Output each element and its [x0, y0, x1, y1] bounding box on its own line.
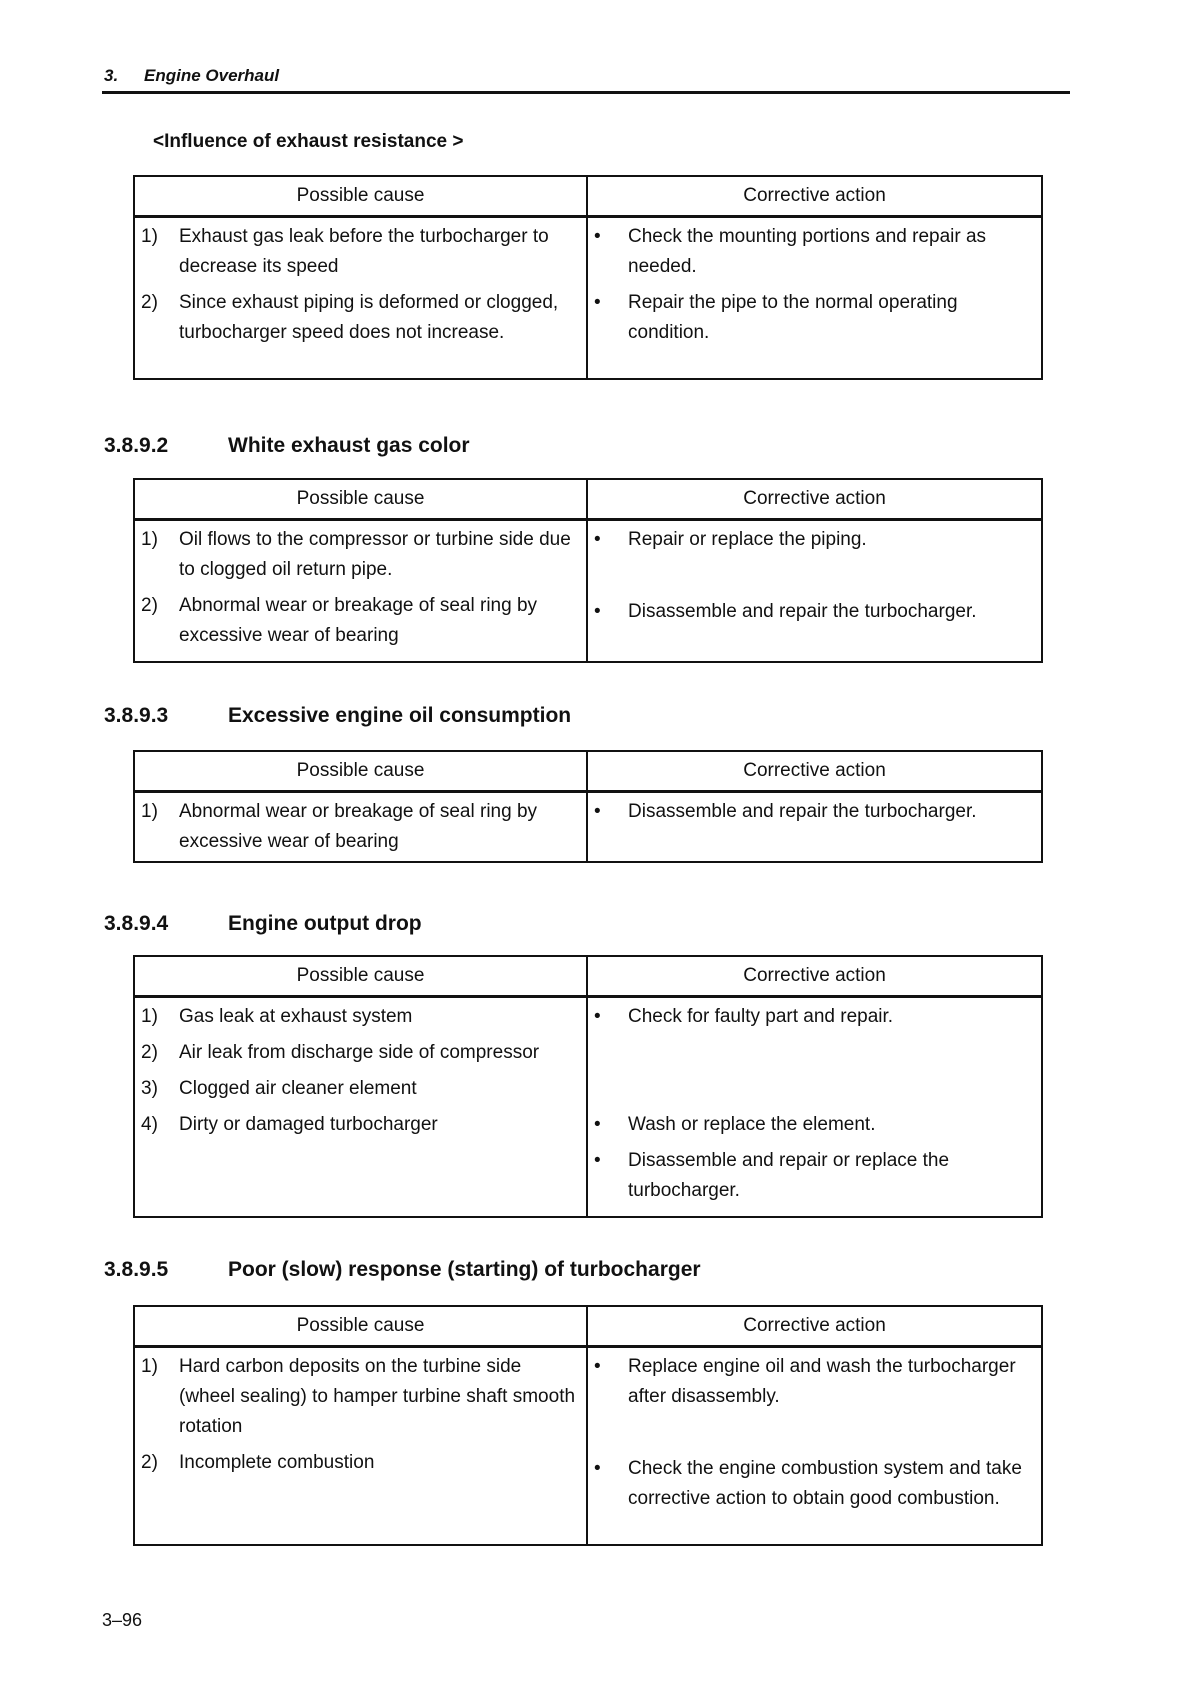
bullet-icon: • [594, 801, 601, 822]
bullet-icon: • [594, 529, 601, 550]
bullet-icon: • [594, 1458, 601, 1479]
action-cell [587, 217, 1042, 379]
action-item [588, 222, 1041, 282]
cause-item [135, 591, 586, 651]
action-item [588, 525, 1041, 591]
action-text: Check the engine combustion system and take corrective action to obtain good combustion. [628, 1458, 1022, 1509]
item-number: 2) [141, 595, 158, 616]
action-text: Check the mounting portions and repair as needed. [628, 226, 987, 277]
action-item [588, 1454, 1041, 1514]
chapter-title: Engine Overhaul [144, 66, 280, 85]
section-title: Poor (slow) response (starting) of turbocharger [228, 1258, 701, 1281]
cause-item [135, 1448, 586, 1478]
section-number: 3.8.9.3 [104, 704, 169, 727]
action-text: Disassemble and repair the turbocharger. [628, 801, 977, 822]
bullet-icon: • [594, 292, 601, 313]
action-text: Replace engine oil and wash the turbocharger after disassembly. [628, 1356, 1016, 1407]
header-rule [102, 91, 1070, 94]
table-white-exhaust [133, 478, 1043, 663]
chapter-number: 3. [104, 66, 119, 85]
cause-item [135, 1074, 586, 1104]
cause-item [135, 1038, 586, 1068]
cause-item [135, 797, 586, 857]
item-number: 2) [141, 1452, 158, 1473]
cause-text: Air leak from discharge side of compressor [179, 1042, 540, 1063]
item-number: 1) [141, 529, 158, 550]
item-number: 2) [141, 1042, 158, 1063]
cause-cell [134, 997, 587, 1218]
cause-text: Abnormal wear or breakage of seal ring by excessive wear of bearing [179, 801, 538, 852]
action-cell [587, 1347, 1042, 1545]
cause-text: Exhaust gas leak before the turbocharger to decrease its speed [179, 226, 549, 277]
col-header-cause: Possible cause [134, 479, 587, 520]
cause-item [135, 288, 586, 348]
item-number: 1) [141, 1006, 158, 1027]
cause-text: Clogged air cleaner element [179, 1078, 417, 1099]
cause-text: Since exhaust piping is deformed or clogged, turbocharger speed does not increase. [179, 292, 559, 343]
item-number: 4) [141, 1114, 158, 1135]
item-number: 3) [141, 1078, 158, 1099]
col-header-cause: Possible cause [134, 176, 587, 217]
cause-text: Abnormal wear or breakage of seal ring by excessive wear of bearing [179, 595, 538, 646]
col-header-action: Corrective action [587, 1306, 1042, 1347]
action-cell [587, 520, 1042, 663]
action-item [588, 1002, 1041, 1104]
bullet-icon: • [594, 1356, 601, 1377]
table-oil-consumption [133, 750, 1043, 863]
bullet-icon: • [594, 601, 601, 622]
table-output-drop [133, 955, 1043, 1218]
bullet-icon: • [594, 1006, 601, 1027]
section-title: Excessive engine oil consumption [228, 704, 572, 727]
bullet-icon: • [594, 1150, 601, 1171]
table-exhaust-resistance [133, 175, 1043, 380]
col-header-cause: Possible cause [134, 751, 587, 792]
action-item [588, 1146, 1041, 1206]
cause-item [135, 222, 586, 282]
action-text: Repair the pipe to the normal operating condition. [628, 292, 958, 343]
action-item [588, 597, 1041, 627]
cause-cell [134, 217, 587, 379]
cause-item [135, 1110, 586, 1172]
section-heading-3-8-9-3 [104, 704, 571, 728]
section-number: 3.8.9.2 [104, 434, 169, 457]
cause-text: Gas leak at exhaust system [179, 1006, 413, 1027]
cause-text: Incomplete combustion [179, 1452, 375, 1473]
action-item [588, 1352, 1041, 1448]
cause-cell [134, 792, 587, 863]
section-number: 3.8.9.5 [104, 1258, 169, 1281]
action-item [588, 288, 1041, 348]
bullet-icon: • [594, 1114, 601, 1135]
action-item [588, 797, 1041, 827]
action-cell [587, 792, 1042, 863]
table-slow-response [133, 1305, 1043, 1546]
item-number: 1) [141, 801, 158, 822]
action-cell [587, 997, 1042, 1218]
action-text: Disassemble and repair the turbocharger. [628, 601, 977, 622]
bullet-icon: • [594, 226, 601, 247]
item-number: 2) [141, 292, 158, 313]
col-header-cause: Possible cause [134, 1306, 587, 1347]
section-heading-3-8-9-5 [104, 1258, 701, 1282]
item-number: 1) [141, 226, 158, 247]
cause-item [135, 525, 586, 585]
cause-item [135, 1352, 586, 1442]
subcaption-exhaust-resistance: <Influence of exhaust resistance > [153, 131, 464, 152]
cause-cell [134, 1347, 587, 1545]
action-text: Check for faulty part and repair. [628, 1006, 894, 1027]
action-text: Wash or replace the element. [628, 1114, 876, 1135]
col-header-action: Corrective action [587, 956, 1042, 997]
cause-text: Hard carbon deposits on the turbine side (wheel sealing) to hamper turbine shaft smooth rotation [179, 1356, 576, 1437]
col-header-action: Corrective action [587, 176, 1042, 217]
section-number: 3.8.9.4 [104, 912, 169, 935]
col-header-action: Corrective action [587, 479, 1042, 520]
page-number: 3–96 [102, 1610, 143, 1630]
action-item [588, 1110, 1041, 1140]
cause-text: Dirty or damaged turbocharger [179, 1114, 438, 1135]
col-header-cause: Possible cause [134, 956, 587, 997]
cause-cell [134, 520, 587, 663]
cause-text: Oil flows to the compressor or turbine side due to clogged oil return pipe. [179, 529, 571, 580]
item-number: 1) [141, 1356, 158, 1377]
running-head [104, 66, 279, 86]
col-header-action: Corrective action [587, 751, 1042, 792]
section-heading-3-8-9-2 [104, 434, 470, 458]
section-title: White exhaust gas color [228, 434, 470, 457]
section-heading-3-8-9-4 [104, 912, 422, 936]
cause-item [135, 1002, 586, 1032]
action-text: Disassemble and repair or replace the turbocharger. [628, 1150, 950, 1201]
section-title: Engine output drop [228, 912, 422, 935]
action-text: Repair or replace the piping. [628, 529, 867, 550]
